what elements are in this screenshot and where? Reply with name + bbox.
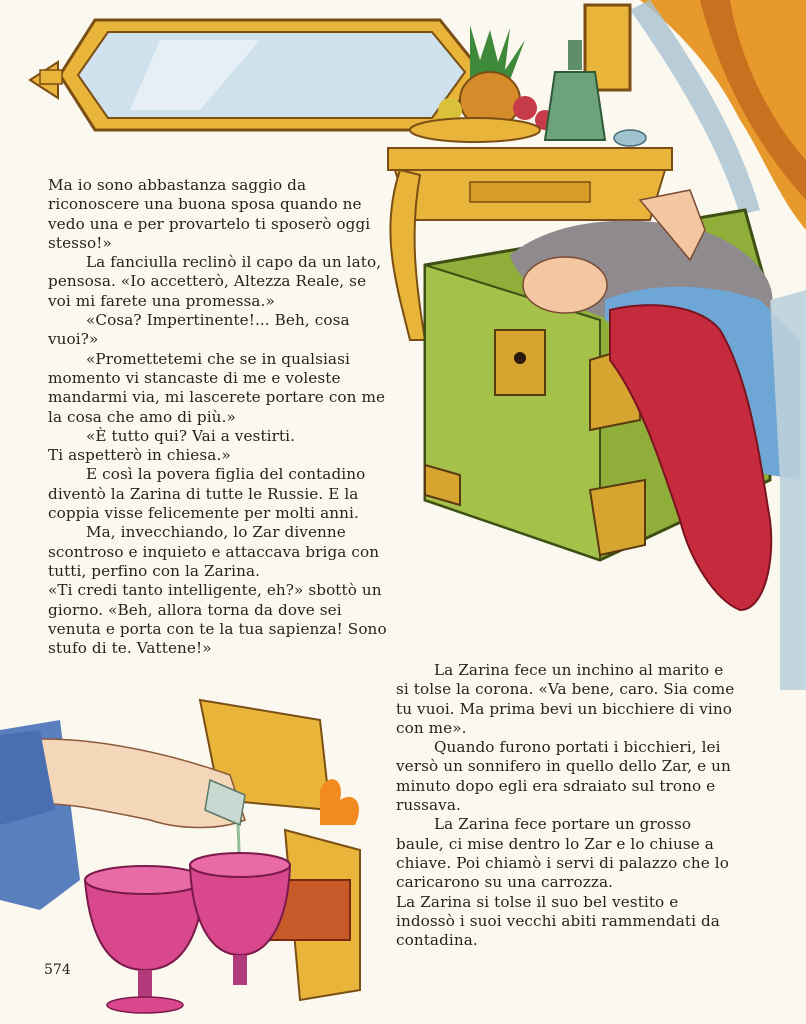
paragraph: La Zarina fece portare un grosso baule, ci mise dentro lo Zar e lo chiuse a chiave. Poi chiamò i servi di palazzo che lo caricarono su una carrozza. (396, 815, 729, 892)
paragraph: Ti aspetterò in chiesa.» (48, 446, 231, 465)
paragraph: La Zarina si tolse il suo bel vestito e indossò i suoi vecchi abiti rammendati da contadina. (396, 892, 720, 950)
paragraph: La Zarina fece un inchino al marito e si tolse la corona. «Va bene, caro. Sia come tu vuoi. Ma prima bevi un bicchiere di vino con me». (396, 661, 735, 737)
paragraph: La fanciulla reclinò il capo da un lato, pensosa. «Io accetterò, Altezza Reale, se voi mi farete una promessa.» (48, 253, 382, 310)
page-number: 574 (44, 962, 71, 978)
wine-glass-right (190, 853, 290, 985)
paragraph: Quando furono portati i bicchieri, lei versò un sonnifero in quello dello Zar, e un minuto dopo egli era sdraiato sul trono e russava. (396, 738, 731, 815)
keyhole-icon (514, 352, 526, 364)
wall-mirror (30, 20, 480, 130)
left-text-column (48, 176, 388, 658)
paragraph: «Cosa? Impertinente!... Beh, cosa vuoi?» (48, 311, 350, 349)
paragraph: «Ti credi tanto intelligente, eh?» sbottò un giorno. «Beh, allora torna da dove sei venuta e porta con te la tua sapienza! Sono stufo di te. Vattene!» (48, 581, 387, 658)
paragraph: «È tutto qui? Vai a vestirti. (86, 426, 296, 445)
fireplace-flames (320, 779, 359, 825)
paragraph: Ma, invecchiando, lo Zar divenne scontroso e inquieto e attaccava briga con tutti, perfino con la Zarina. (48, 523, 380, 580)
throne (200, 700, 360, 1000)
floor (770, 290, 806, 690)
paragraph: «Promettetemi che se in qualsiasi momento vi stancaste di me e voleste mandarmi via, mi lascerete portare con me la cosa che amo di più.» (48, 349, 386, 426)
paragraph: E così la povera figlia del contadino diventò la Zarina di tutte le Russie. E la coppia visse felicemente per molti anni. (48, 465, 366, 523)
paragraph: Ma io sono abbastanza saggio da riconoscere una buona sposa quando ne vedo una e per provartelo ti sposerò oggi stesso!» (48, 176, 371, 252)
right-text-column (396, 661, 736, 950)
wine-glass-left (85, 866, 205, 1013)
